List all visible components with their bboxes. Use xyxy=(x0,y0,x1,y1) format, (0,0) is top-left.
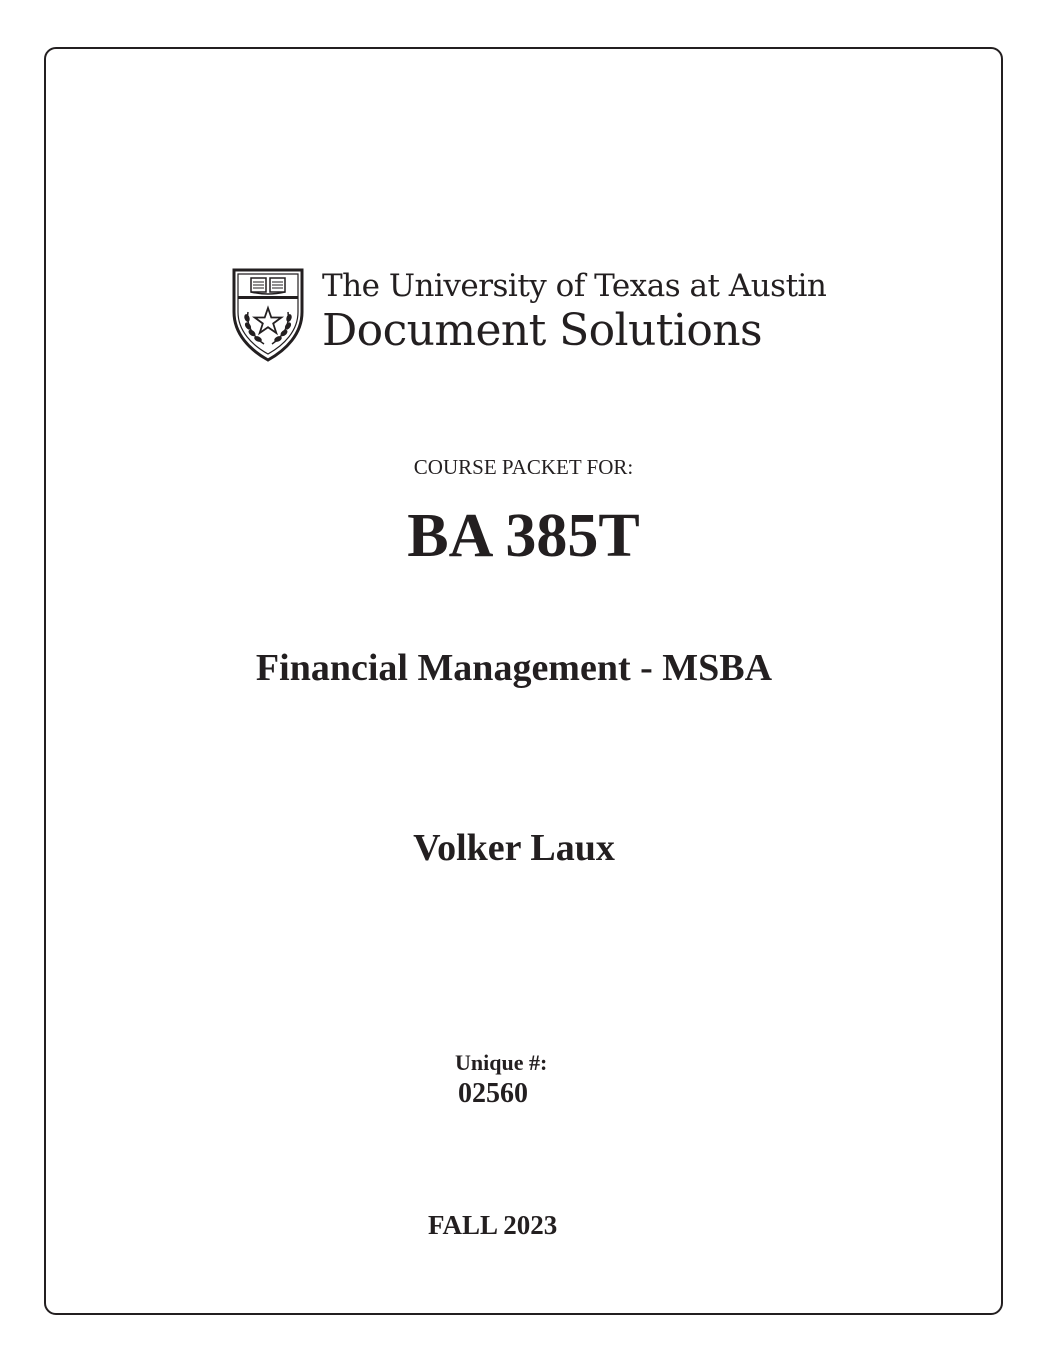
term-label: FALL 2023 xyxy=(428,1210,558,1240)
course-code: BA 385T xyxy=(407,502,640,570)
instructor-name: Volker Laux xyxy=(413,827,615,869)
packet-label: COURSE PACKET FOR: xyxy=(413,455,634,479)
logo-department-name: Document Solutions xyxy=(322,305,762,356)
unique-number-value: 02560 xyxy=(458,1078,528,1109)
logo-wordmark xyxy=(322,268,826,356)
unique-number-label: Unique #: xyxy=(455,1050,548,1075)
university-logo xyxy=(232,268,826,362)
course-title: Financial Management - MSBA xyxy=(255,647,773,689)
ut-shield-icon xyxy=(232,268,304,362)
logo-university-name: The University of Texas at Austin xyxy=(322,268,827,304)
